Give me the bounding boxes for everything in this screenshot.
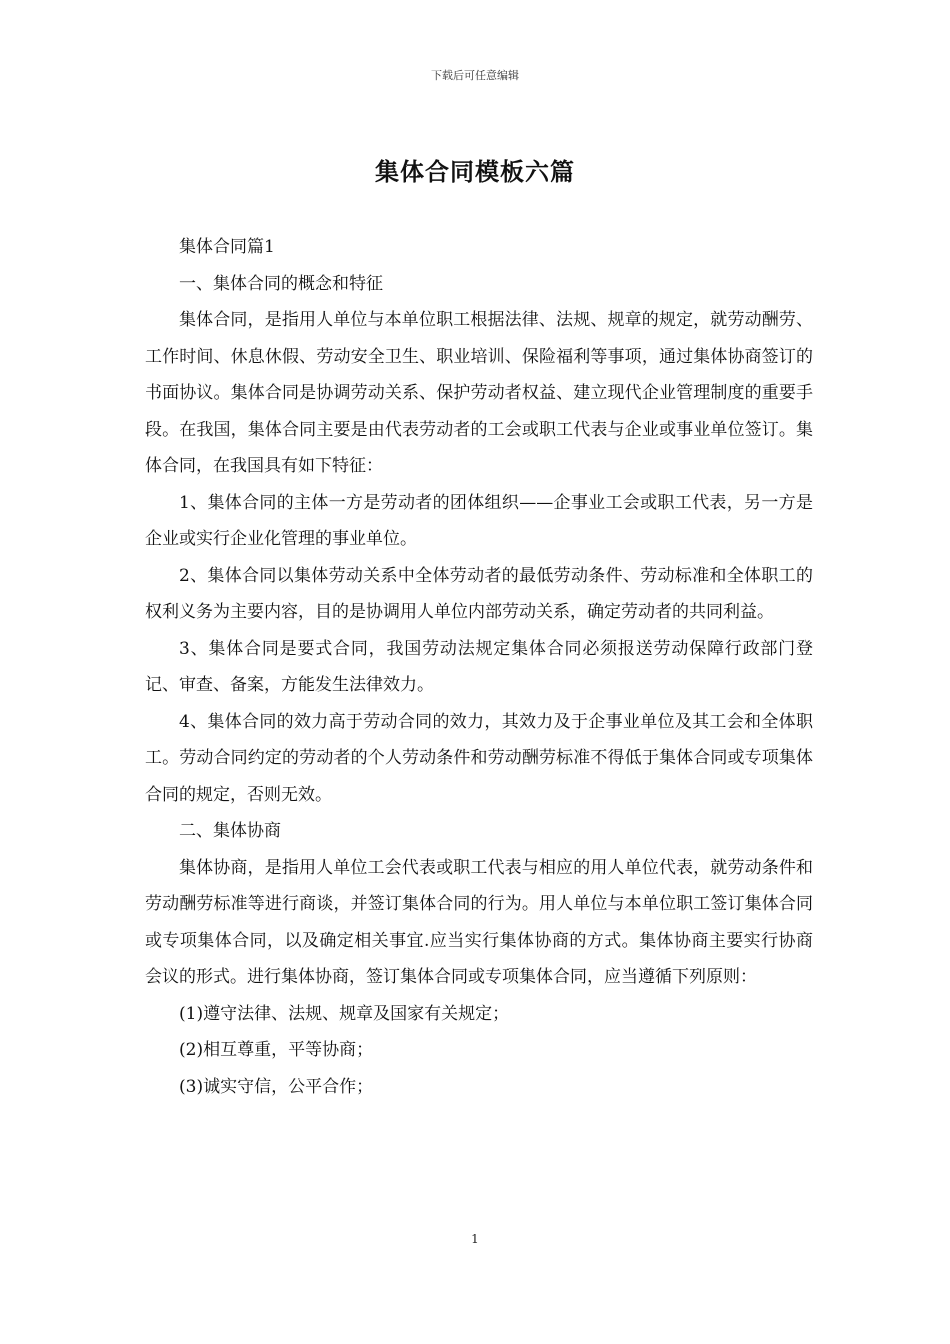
subsection-heading: 二、集体协商 (179, 821, 281, 841)
header-note: 下载后可任意编辑 (431, 69, 519, 82)
list-item: 1、集体合同的主体一方是劳动者的团体组织——企事业工会或职工代表，另一方是企业或实行企业化管理的事业单位。 (145, 492, 813, 549)
document-title: 集体合同模板六篇 (375, 158, 575, 186)
list-item: 3、集体合同是要式合同，我国劳动法规定集体合同必须报送劳动保障行政部门登记、审查、备案，方能发生法律效力。 (145, 638, 813, 695)
principle-item: (2)相互尊重，平等协商； (179, 1040, 374, 1060)
list-item: 4、集体合同的效力高于劳动合同的效力，其效力及于企事业单位及其工会和全体职工。劳动合同约定的劳动者的个人劳动条件和劳动酬劳标准不得低于集体合同或专项集体合同的规定，否则无效。 (145, 711, 813, 805)
subsection-heading: 一、集体合同的概念和特征 (179, 273, 383, 294)
principle-item: (3)诚实守信，公平合作； (179, 1076, 374, 1097)
paragraph: 集体协商，是指用人单位工会代表或职工代表与相应的用人单位代表，就劳动条件和劳动酬劳标准等进行商谈，并签订集体合同的行为。用人单位与本单位职工签订集体合同或专项集体合同，以及确定相关事宜.应当实行集体协商的方式。集体协商主要实行协商会议的形式。进行集体协商，签订集体合同或专项集体合同，应当遵循下列原则： (145, 857, 813, 987)
section-heading: 集体合同篇1 (179, 237, 275, 257)
paragraph: 集体合同，是指用人单位与本单位职工根据法律、法规、规章的规定，就劳动酬劳、工作时间、休息休假、劳动安全卫生、职业培训、保险福利等事项，通过集体协商签订的书面协议。集体合同是协调劳动关系、保护劳动者权益、建立现代企业管理制度的重要手段。在我国，集体合同主要是由代表劳动者的工会或职工代表与企业或事业单位签订。集体合同，在我国具有如下特征： (145, 310, 813, 476)
document-body (145, 229, 813, 1105)
principle-item: (1)遵守法律、法规、规章及国家有关规定； (179, 1003, 510, 1024)
list-item: 2、集体合同以集体劳动关系中全体劳动者的最低劳动条件、劳动标准和全体职工的权利义务为主要内容，目的是协调用人单位内部劳动关系，确定劳动者的共同利益。 (145, 565, 813, 622)
page-number: 1 (471, 1232, 479, 1246)
